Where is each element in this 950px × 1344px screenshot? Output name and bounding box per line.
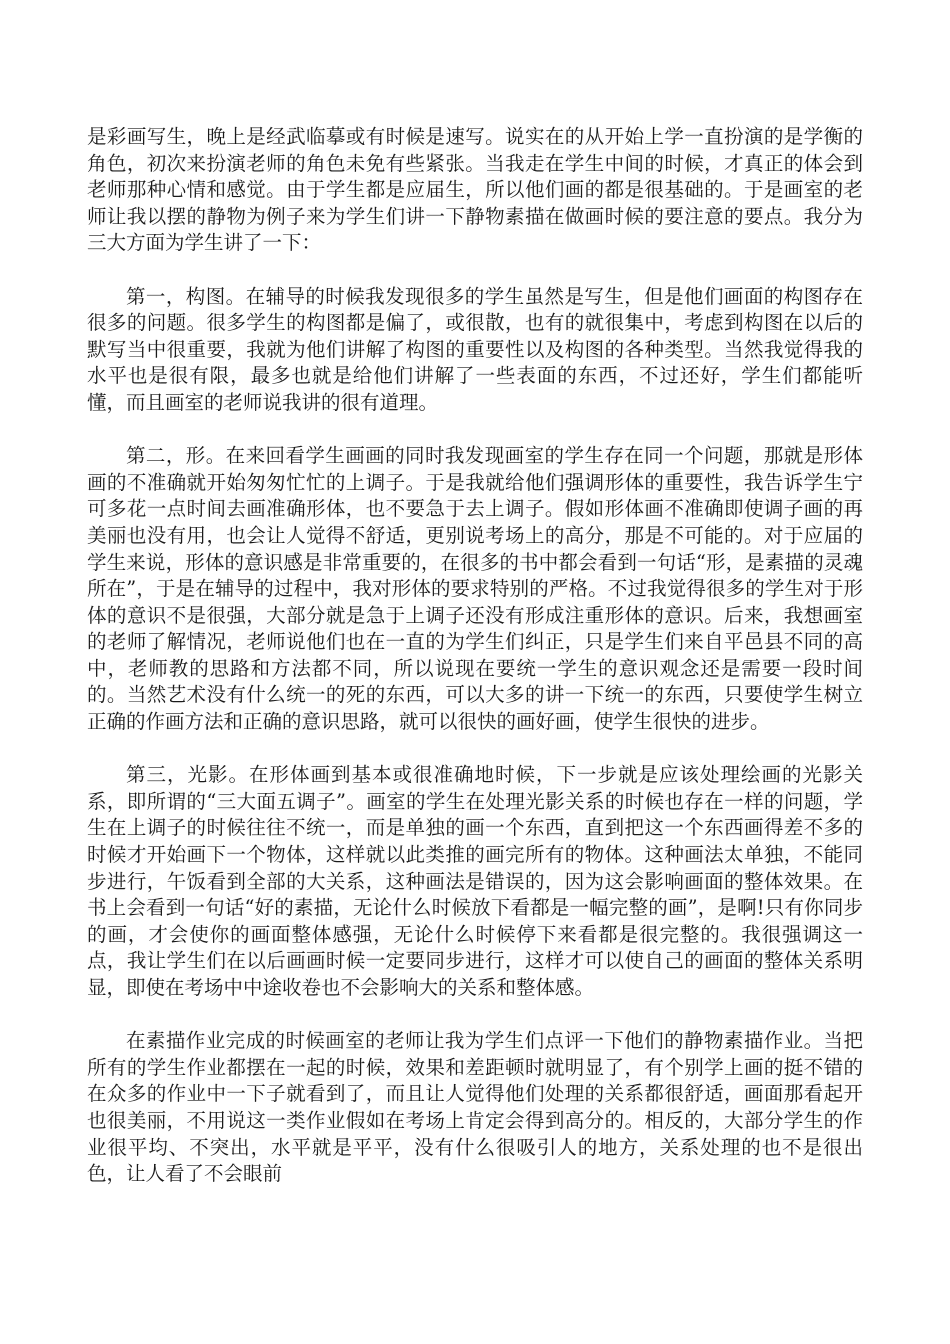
paragraph-composition: 第一，构图。在辅导的时候我发现很多的学生虽然是写生，但是他们画面的构图存在很多的问题。很多学生的构图都是偏了，或很散，也有的就很集中，考虑到构图在以后的默写当中很重要，我就为他们讲解了构图的重要性以及构图的各种类型。当然我觉得我的水平也是很有限，最多也就是给他们讲解了一些表面的东西，不过还好，学生们都能听懂，而且画室的老师说我讲的很有道理。 [87,284,863,414]
document-body [87,124,863,1188]
paragraph-light-shadow: 第三，光影。在形体画到基本或很准确地时候，下一步就是应该处理绘画的光影关系，即所谓的“三大面五调子”。画室的学生在处理光影关系的时候也存在一样的问题，学生在上调子的时候往往不统一，而是单独的画一个东西，直到把这一个东西画得差不多的时候才开始画下一个物体，这样就以此类推的画完所有的物体。这种画法太单独，不能同步进行，午饭看到全部的大关系，这种画法是错误的，因为这会影响画面的整体效果。在书上会看到一句话“好的素描，无论什么时候放下看都是一幅完整的画”，是啊!只有你同步的画，才会使你的画面整体感强，无论什么时候停下来看都是很完整的。我很强调这一点，我让学生们在以后画画时候一定要同步进行，这样才可以使自己的画面的整体关系明显，即使在考场中中途收卷也不会影响大的关系和整体感。 [87,763,863,999]
paragraph-form: 第二，形。在来回看学生画画的同时我发现画室的学生存在同一个问题，那就是形体画的不准确就开始匆匆忙忙的上调子。于是我就给他们强调形体的重要性，我告诉学生宁可多花一点时间去画准确形体，也不要急于去上调子。假如形体画不准确即使调子画的再美丽也没有用，也会让人觉得不舒适，更别说考场上的高分，那是不可能的。对于应届的学生来说，形体的意识感是非常重要的，在很多的书中都会看到一句话“形，是素描的灵魂所在”，于是在辅导的过程中，我对形体的要求特别的严格。不过我觉得很多的学生对于形体的意识不是很强，大部分就是急于上调子还没有形成注重形体的意识。后来，我想画室的老师了解情况，老师说他们也在一直的为学生们纠正，只是学生们来自平邑县不同的高中，老师教的思路和方法都不同，所以说现在要统一学生的意识观念还是需要一段时间的。当然艺术没有什么统一的死的东西，可以大多的讲一下统一的东西，只要使学生树立正确的作画方法和正确的意识思路，就可以很快的画好画，使学生很快的进步。 [87,444,863,734]
paragraph-critique: 在素描作业完成的时候画室的老师让我为学生们点评一下他们的静物素描作业。当把所有的学生作业都摆在一起的时候，效果和差距顿时就明显了，有个别学上画的挺不错的在众多的作业中一下子就看到了，而且让人觉得他们处理的关系都很舒适，画面那看起开也很美丽，不用说这一类作业假如在考场上肯定会得到高分的。相反的，大部分学生的作业很平均、不突出，水平就是平平，没有什么很吸引人的地方，关系处理的也不是很出色，让人看了不会眼前 [87,1029,863,1186]
paragraph-intro-continued: 是彩画写生，晚上是经武临摹或有时候是速写。说实在的从开始上学一直扮演的是学衡的角色，初次来扮演老师的角色未免有些紧张。当我走在学生中间的时候，才真正的体会到老师那种心情和感觉。由于学生都是应届生，所以他们画的都是很基础的。于是画室的老师让我以摆的静物为例子来为学生们讲一下静物素描在做画时候的要注意的要点。我分为三大方面为学生讲了一下： [87,125,863,255]
